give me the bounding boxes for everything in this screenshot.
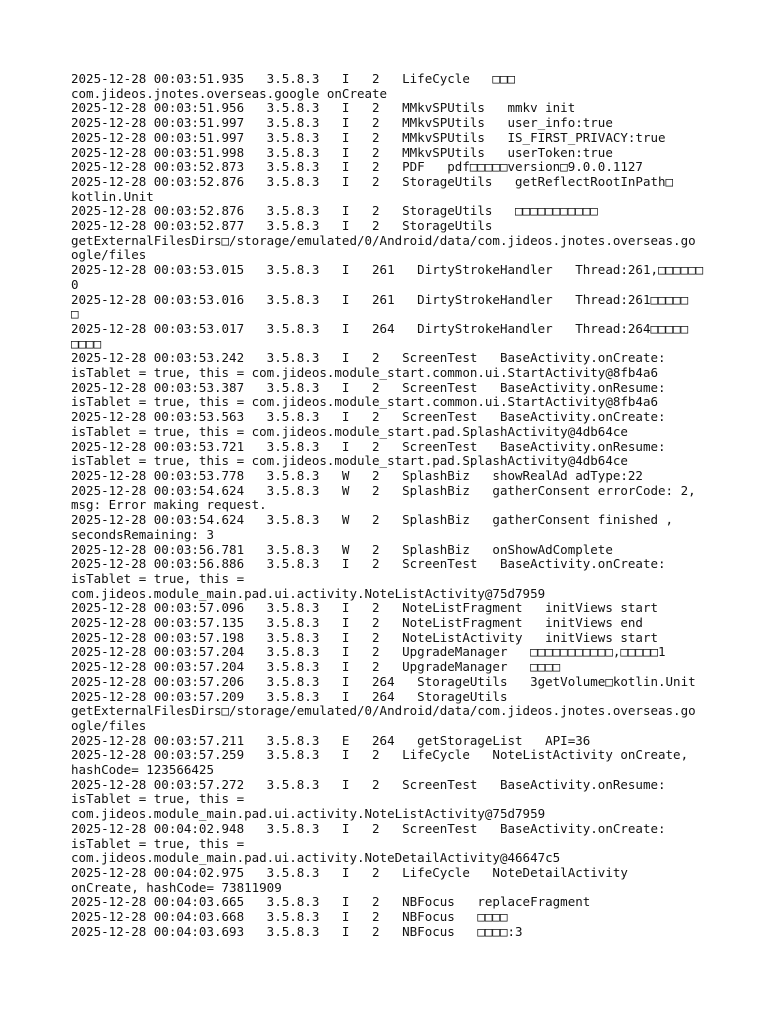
log-line: 2025-12-28 00:03:57.204 3.5.8.3 I 2 UpgradeManager □□□□ (71, 659, 561, 675)
log-line: isTablet = true, this = com.jideos.module_start.pad.SplashActivity@4db64ce (71, 453, 628, 469)
log-line: 2025-12-28 00:03:51.935 3.5.8.3 I 2 LifeCycle □□□ (71, 71, 516, 86)
log-line: com.jideos.module_main.pad.ui.activity.NoteDetailActivity@46647c5 (71, 850, 561, 866)
log-line: isTablet = true, this = (71, 570, 245, 586)
log-line: isTablet = true, this = com.jideos.module_start.pad.SplashActivity@4db64ce (71, 423, 628, 439)
log-line: 2025-12-28 00:03:53.016 3.5.8.3 I 261 DirtyStrokeHandler Thread:261□□□□□ (71, 291, 689, 307)
log-line: getExternalFilesDirs□/storage/emulated/0/Android/data/com.jideos.jnotes.overseas.go (71, 232, 696, 248)
log-line: isTablet = true, this = com.jideos.module_start.common.ui.StartActivity@8fb4a6 (71, 394, 658, 410)
log-line: 2025-12-28 00:03:52.877 3.5.8.3 I 2 StorageUtils (71, 218, 493, 234)
log-line: hashCode= 123566425 (71, 762, 214, 778)
log-line: isTablet = true, this = com.jideos.module_start.common.ui.StartActivity@8fb4a6 (71, 365, 658, 381)
log-line: 2025-12-28 00:03:51.997 3.5.8.3 I 2 MMkvSPUtils IS_FIRST_PRIVACY:true (71, 129, 666, 145)
log-line: 2025-12-28 00:03:52.876 3.5.8.3 I 2 StorageUtils getReflectRootInPath□ (71, 173, 674, 189)
log-line: com.jideos.module_main.pad.ui.activity.NoteListActivity@75d7959 (71, 585, 546, 601)
log-line: 2025-12-28 00:03:57.096 3.5.8.3 I 2 NoteListFragment initViews start (71, 600, 658, 616)
log-line: ogle/files (71, 247, 147, 263)
log-line: 2025-12-28 00:03:53.387 3.5.8.3 I 2 ScreenTest BaseActivity.onResume: (71, 379, 666, 395)
log-line: 2025-12-28 00:03:57.209 3.5.8.3 I 264 StorageUtils (71, 688, 508, 704)
log-line: 2025-12-28 00:03:53.017 3.5.8.3 I 264 DirtyStrokeHandler Thread:264□□□□□ (71, 320, 689, 336)
log-line: secondsRemaining: 3 (71, 526, 214, 542)
log-line: □ (71, 306, 79, 322)
log-line: 2025-12-28 00:03:53.015 3.5.8.3 I 261 DirtyStrokeHandler Thread:261,□□□□□□ (71, 262, 704, 278)
log-line: msg: Error making request. (71, 497, 267, 513)
log-line: 2025-12-28 00:03:51.997 3.5.8.3 I 2 MMkvSPUtils user_info:true (71, 115, 613, 131)
log-line: 2025-12-28 00:04:02.948 3.5.8.3 I 2 ScreenTest BaseActivity.onCreate: (71, 820, 666, 836)
log-line: 2025-12-28 00:03:56.781 3.5.8.3 W 2 SplashBiz onShowAdComplete (71, 541, 613, 557)
log-line: 2025-12-28 00:03:57.198 3.5.8.3 I 2 NoteListActivity initViews start (71, 629, 658, 645)
log-line: 2025-12-28 00:03:53.778 3.5.8.3 W 2 SplashBiz showRealAd adType:22 (71, 467, 643, 483)
log-line: 2025-12-28 00:03:57.272 3.5.8.3 I 2 ScreenTest BaseActivity.onResume: (71, 776, 666, 792)
log-line: 2025-12-28 00:04:03.668 3.5.8.3 I 2 NBFocus □□□□ (71, 909, 508, 925)
log-line: 2025-12-28 00:03:54.624 3.5.8.3 W 2 SplashBiz gatherConsent finished , (71, 512, 674, 528)
log-text-block (71, 72, 711, 939)
log-line: com.jideos.module_main.pad.ui.activity.NoteListActivity@75d7959 (71, 806, 546, 822)
log-line: 2025-12-28 00:04:03.693 3.5.8.3 I 2 NBFocus □□□□:3 (71, 923, 523, 939)
log-line: 2025-12-28 00:03:53.563 3.5.8.3 I 2 ScreenTest BaseActivity.onCreate: (71, 409, 666, 425)
log-line: onCreate, hashCode= 73811909 (71, 879, 282, 895)
log-line: 2025-12-28 00:04:03.665 3.5.8.3 I 2 NBFocus replaceFragment (71, 894, 591, 910)
log-line: 2025-12-28 00:03:54.624 3.5.8.3 W 2 SplashBiz gatherConsent errorCode: 2, (71, 482, 696, 498)
log-line: 2025-12-28 00:03:57.135 3.5.8.3 I 2 NoteListFragment initViews end (71, 615, 643, 631)
log-line: 2025-12-28 00:03:52.876 3.5.8.3 I 2 StorageUtils □□□□□□□□□□□ (71, 203, 598, 219)
log-line: 2025-12-28 00:03:53.721 3.5.8.3 I 2 ScreenTest BaseActivity.onResume: (71, 438, 666, 454)
log-line: 2025-12-28 00:03:57.204 3.5.8.3 I 2 UpgradeManager □□□□□□□□□□□,□□□□□1 (71, 644, 666, 660)
log-line: ogle/files (71, 717, 147, 733)
log-line: 2025-12-28 00:03:52.873 3.5.8.3 I 2 PDF pdf□□□□□version□9.0.0.1127 (71, 159, 643, 175)
log-line: □□□□ (71, 335, 102, 351)
log-line: 2025-12-28 00:03:57.259 3.5.8.3 I 2 LifeCycle NoteListActivity onCreate, (71, 747, 689, 763)
log-line: 2025-12-28 00:03:57.211 3.5.8.3 E 264 getStorageList API=36 (71, 732, 591, 748)
log-line: 2025-12-28 00:03:57.206 3.5.8.3 I 264 StorageUtils 3getVolume□kotlin.Unit (71, 673, 696, 689)
log-line: getExternalFilesDirs□/storage/emulated/0/Android/data/com.jideos.jnotes.overseas.go (71, 703, 696, 719)
log-line: 2025-12-28 00:03:51.956 3.5.8.3 I 2 MMkvSPUtils mmkv init (71, 100, 576, 116)
log-line: 2025-12-28 00:03:53.242 3.5.8.3 I 2 ScreenTest BaseActivity.onCreate: (71, 350, 666, 366)
log-line: 2025-12-28 00:03:56.886 3.5.8.3 I 2 ScreenTest BaseActivity.onCreate: (71, 556, 666, 572)
log-line: kotlin.Unit (71, 188, 154, 204)
log-line: isTablet = true, this = (71, 835, 245, 851)
log-line: 2025-12-28 00:04:02.975 3.5.8.3 I 2 LifeCycle NoteDetailActivity (71, 864, 628, 880)
log-line: com.jideos.jnotes.overseas.google onCreate (71, 85, 388, 101)
log-line: 0 (71, 276, 79, 292)
log-line: 2025-12-28 00:03:51.998 3.5.8.3 I 2 MMkvSPUtils userToken:true (71, 144, 613, 160)
log-line: isTablet = true, this = (71, 791, 245, 807)
